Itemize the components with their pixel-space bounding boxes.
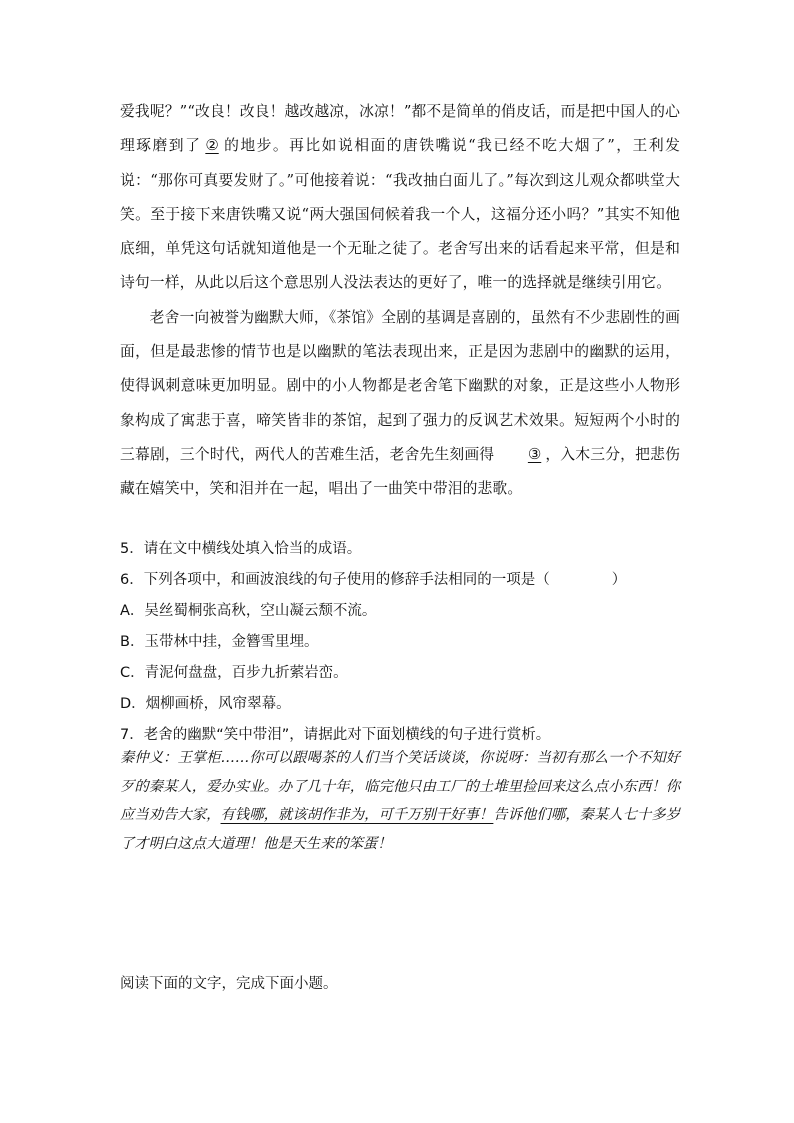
passage-paragraph-2 [120,301,680,507]
question-6-stem: 6．下列各项中，和画波浪线的句子使用的修辞手法相同的一项是（ [120,572,550,588]
reading-instruction: 阅读下面的文字，完成下面小题。 [120,976,338,992]
passage-text: ，入木三分，把悲伤藏在嬉笑中，笑和泪并在一起，唱出了一曲笑中带泪的悲歌。 [120,445,680,498]
question-5: 5．请在文中横线处填入恰当的成语。 [120,541,362,557]
quoted-excerpt [120,744,680,858]
quote-text: 告诉他们哪，秦某人七十多岁了才明白这点大道理！他是天生来的笨蛋！ [120,807,681,852]
passage-text: 老舍一向被誉为幽默大师，《茶馆》全剧的基调是喜剧的，虽然有不少悲剧性的画面，但是最悲惨的情节也是以幽默的笔法表现出来，正是因为悲剧中的幽默的运用，使得讽刺意味更加明显。剧中的小人物都是老舍笔下幽默的对象，正是这些小人物形象构成了寓悲于喜，啼笑皆非的茶馆，起到了强力的反讽艺术效果。短短两个小时的三幕剧，三个时代，两代人的苦难生活，老舍先生刻画得 [120,308,680,463]
blank-2: ② [205,137,219,155]
question-6 [120,565,680,596]
passage-paragraph-1 [120,95,680,301]
quote-text: 秦仲义：王掌柜……你可以跟喝茶的人们当个笑话谈谈，你说呀：当初有那么一个不知好歹的秦某人，爱办实业。办了几十年，临完他只由工厂的土堆里捡回来这么点小东西！你应当劝告大家， [120,750,680,823]
question-list [120,534,680,751]
quote-paragraph [120,744,680,858]
option-d: D．烟柳画桥，风帘翠幕。 [120,696,291,712]
underlined-sentence: 有钱哪，就该胡作非为，可千万别干好事！ [220,807,494,823]
passage [120,95,680,507]
option-c: C．青泥何盘盘，百步九折萦岩峦。 [120,665,348,681]
option-a: A．吴丝蜀桐张高秋，空山凝云颓不流。 [120,603,377,619]
question-6-close: ） [611,572,627,588]
passage-text: 的地步。再比如说相面的唐铁嘴说“我已经不吃大烟了”，王利发说：“那你可真要发财了。”可他接着说：“我改抽白面儿了。”每次到这儿观众都哄堂大笑。至于接下来唐铁嘴又说“两大强国伺候着我一个人，这福分还小吗？”其实不知他底细，单凭这句话就知道他是一个无耻之徒了。老舍写出来的话看起来平常，但是和诗句一样，从此以后这个意思别人没法表达的更好了，唯一的选择就是继续引用它。 [120,137,680,292]
passage-text: 爱我呢？”“改良！改良！越改越凉，冰凉！”都不是简单的俏皮话，而是把中国人的心理琢磨到了 [120,103,680,155]
question-7: 7．老舍的幽默“笑中带泪”，请据此对下面划横线的句子进行赏析。 [120,727,551,743]
blank-3: ③ [527,445,542,463]
option-b: B．玉带林中挂，金簪雪里埋。 [120,634,319,650]
